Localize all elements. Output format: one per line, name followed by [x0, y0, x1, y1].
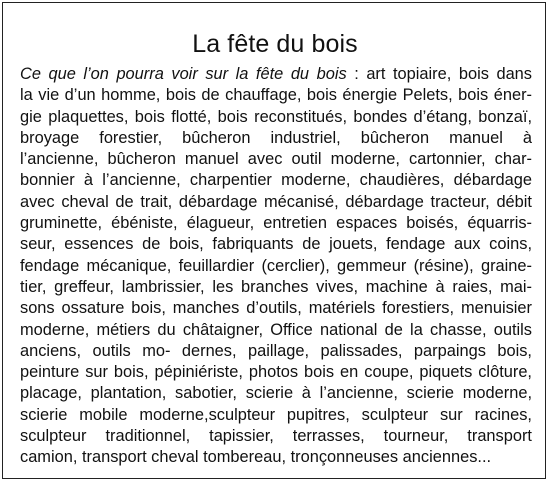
text-line-14: anciens, outils mo- dernes, paillage, palissades, parpaings bois,: [20, 341, 532, 360]
text-line-13: moderne, métiers du châtaigner, Office national de la chasse, outils: [20, 320, 532, 339]
text-line-16: placage, plantation, sabotier, scierie à l’ancienne, scierie moderne,: [20, 384, 532, 403]
text-line-3: gie plaquettes, bois flotté, bois reconstitués, bondes d’étang, bonzaï,: [20, 107, 532, 126]
text-line-17: scierie mobile moderne,sculpteur pupitres, sculpteur sur racines,: [20, 405, 532, 424]
intro-italic: Ce que l’on pourra voir sur la fête du bois: [20, 65, 347, 83]
text-line-7: avec cheval de trait, débardage mécanisé, débardage tracteur, débit: [20, 192, 532, 211]
text-line-11: tier, greffeur, lambrissier, les branches vives, machine à raies, mai-: [20, 277, 532, 296]
text-line-10: fendage mécanique, feuillardier (cerclier), gemmeur (résine), graine-: [20, 256, 532, 275]
page-title: La fête du bois: [192, 29, 358, 58]
article-body: [20, 64, 532, 469]
text-line-2: la vie d’un homme, bois de chauffage, bois énergie Pelets, bois éner-: [20, 86, 532, 105]
text-line-19: camion, transport cheval tombereau, tronçonneuses anciennes...: [20, 448, 492, 467]
text-line-18: sculpteur traditionnel, tapissier, terrasses, tourneur, transport: [20, 427, 532, 446]
text-line-4: broyage forestier, bûcheron industriel, bûcheron manuel à: [20, 128, 532, 147]
text-line-9: seur, essences de bois, fabriquants de jouets, fendage aux coins,: [20, 235, 532, 254]
text-line-1: [20, 64, 532, 85]
text-line-6: bonnier à l’ancienne, charpentier moderne, chaudières, débardage: [20, 171, 532, 190]
text-line-12: sons ossature bois, manches d’outils, matériels forestiers, menuisier: [20, 299, 532, 318]
text-line-8: gruminette, ébéniste, élagueur, entretien espaces boisés, équarris-: [20, 214, 532, 233]
text-line-15: peinture sur bois, pépiniériste, photos bois en coupe, piquets clôture,: [20, 363, 532, 382]
text-line-1-rest: : art topiaire, bois dans: [346, 65, 532, 83]
text-line-5: l’ancienne, bûcheron manuel avec outil moderne, cartonnier, char-: [20, 150, 532, 169]
